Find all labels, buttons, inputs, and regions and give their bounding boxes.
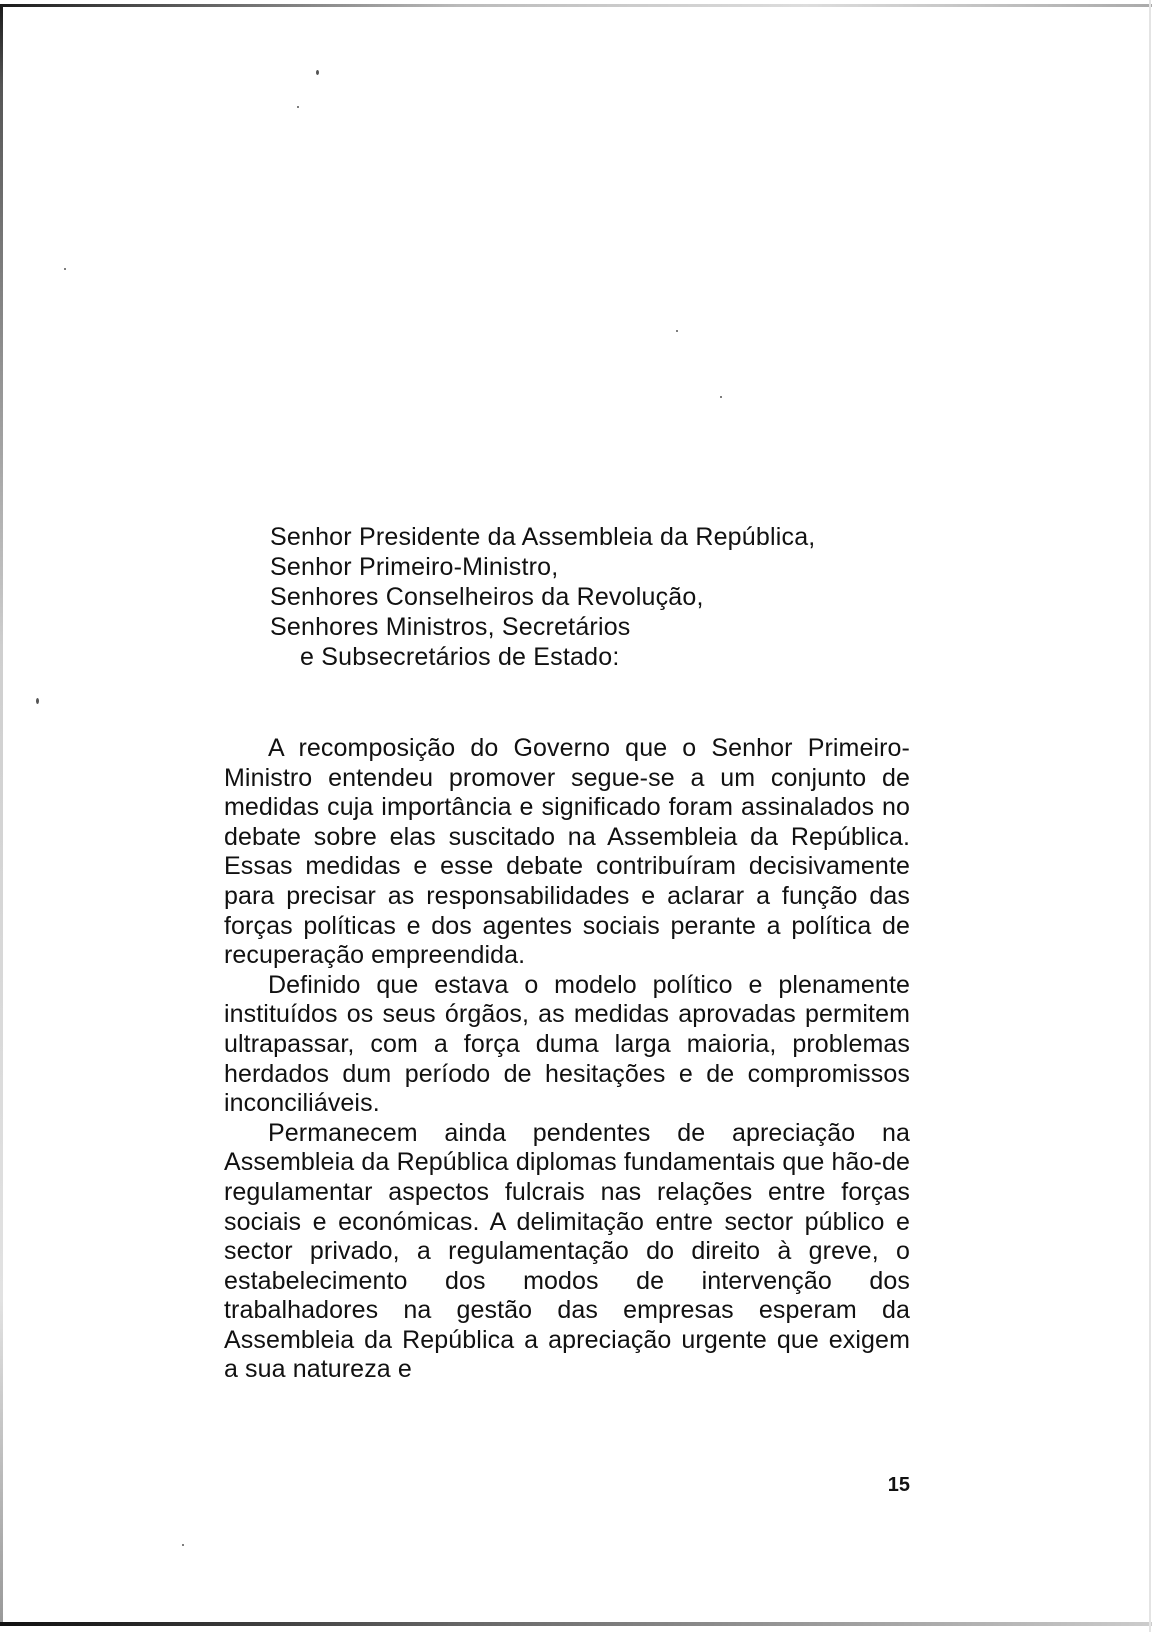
scan-speck <box>64 268 66 270</box>
scan-speck <box>676 330 678 332</box>
scan-edge-top <box>0 4 1152 7</box>
scan-edge-left <box>0 4 3 1624</box>
scan-speck <box>297 106 299 108</box>
paragraph: Definido que estava o modelo político e plenamente instituídos os seus órgãos, as medidas aprovadas permitem ultrapassar, com a força duma larga maioria, problemas herdados dum período de hesitações e de compromissos inconciliáveis. <box>224 970 910 1118</box>
salutation-line: Senhores Ministros, Secretários <box>270 613 631 641</box>
scan-edge-bottom <box>0 1622 1152 1626</box>
salutation-line: Senhores Conselheiros da Revolução, <box>270 583 704 611</box>
paragraph: Permanecem ainda pendentes de apreciação na Assembleia da República diplomas fundamentais que hão-de regulamentar aspectos fulcrais nas relações entre forças sociais e económicas. A delimitação entre sector público e sector privado, a regulamentação do direito à greve, o estabelecimento dos modos de intervenção dos trabalhadores na gestão das empresas esperam da Assembleia da República a apreciação urgente que exigem a sua natureza e <box>224 1118 910 1384</box>
page-number: 15 <box>887 1474 910 1496</box>
scan-speck <box>720 396 722 398</box>
body-text <box>224 734 910 1385</box>
paragraph: A recomposição do Governo que o Senhor Primeiro-Ministro entendeu promover segue-se a um conjunto de medidas cuja importância e significado foram assinalados no debate sobre elas suscitado na Assembleia da República. Essas medidas e esse debate contribuíram decisivamente para precisar as responsabilidades e aclarar a função das forças políticas e dos agentes sociais perante a política de recuperação empreendida. <box>224 734 910 970</box>
salutation-line: e Subsecretários de Estado: <box>300 643 620 671</box>
scan-edge-right <box>1149 0 1151 1632</box>
salutation-line: Senhor Presidente da Assembleia da República, <box>270 523 816 551</box>
salutation-block <box>270 522 950 672</box>
salutation-line: Senhor Primeiro-Ministro, <box>270 553 559 581</box>
scan-speck <box>182 1544 184 1546</box>
scan-speck <box>36 698 39 704</box>
scan-speck <box>316 70 319 75</box>
